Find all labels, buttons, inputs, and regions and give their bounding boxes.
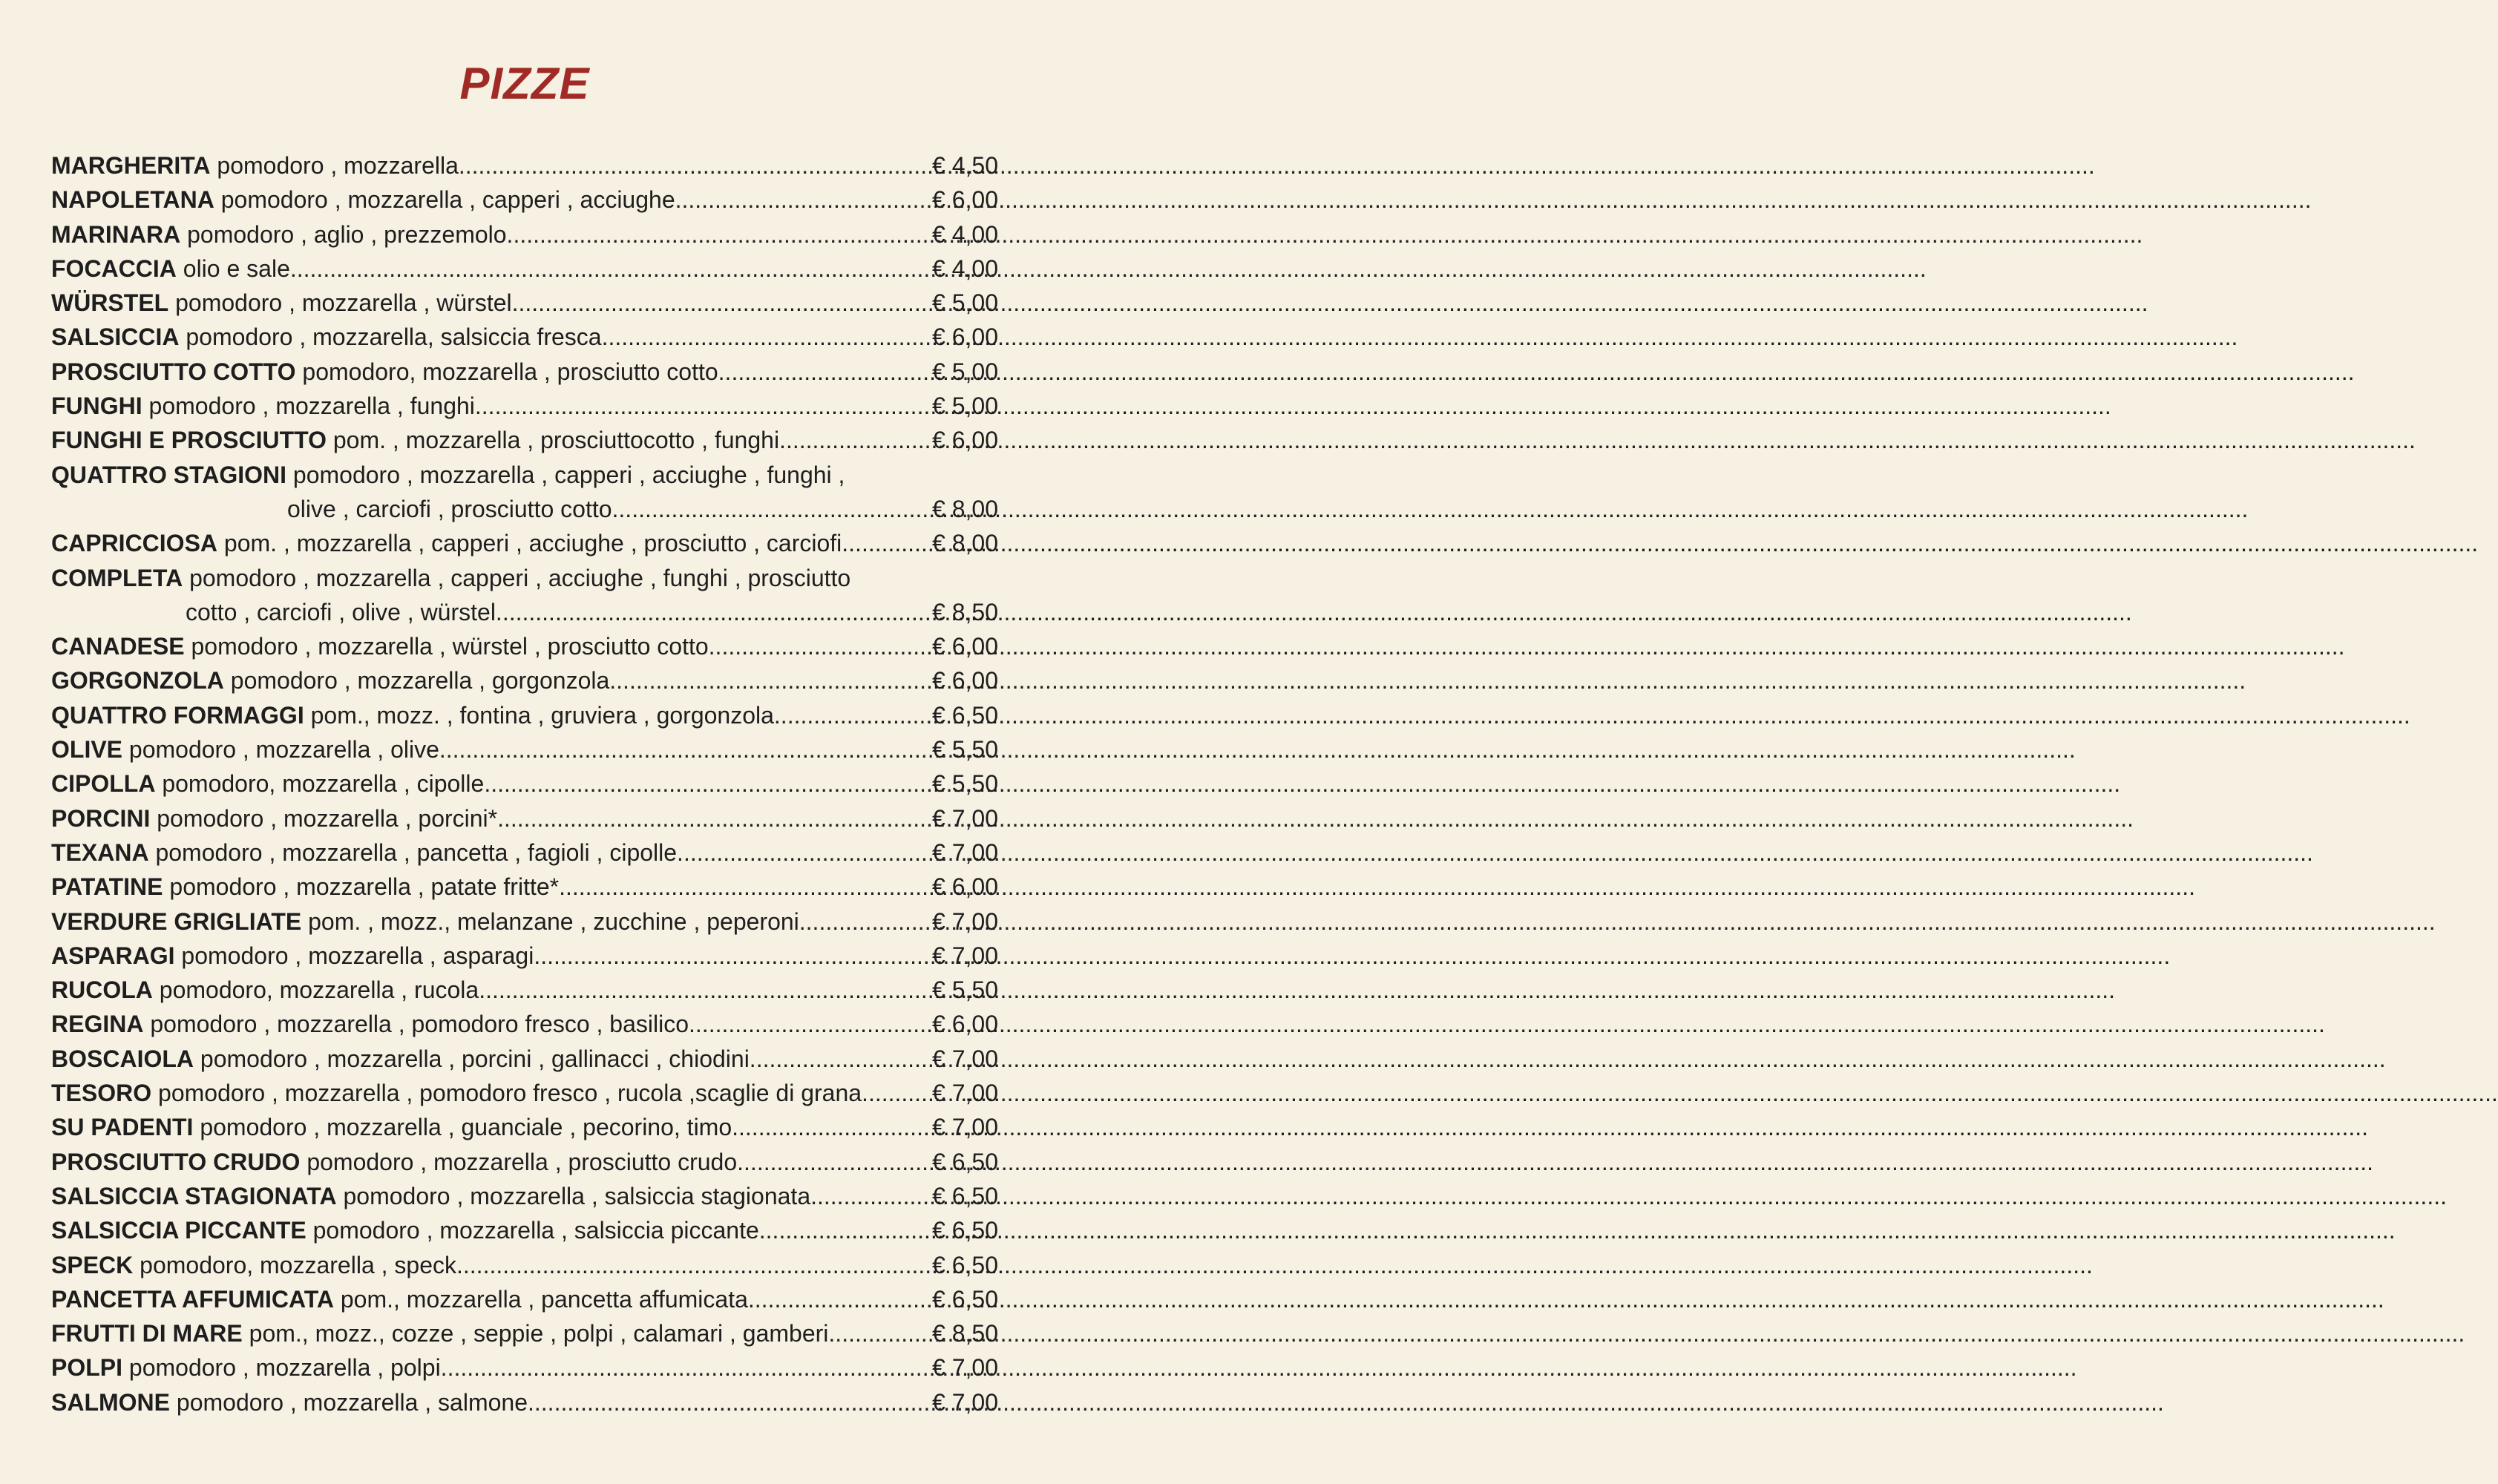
menu-item (51, 1110, 998, 1144)
menu-item-text (51, 355, 718, 389)
menu-item-desc: olio e sale (183, 255, 290, 282)
menu-item-price: € 4,00 (932, 220, 998, 248)
menu-item-name: GORGONZOLA (51, 667, 224, 695)
menu-item (51, 1007, 998, 1041)
menu-item-price: € 5,00 (932, 289, 998, 317)
menu-item-desc: pomodoro , mozzarella , pomodoro fresco , rucola ,scaglie di grana (158, 1080, 862, 1107)
menu-item-price: € 6,50 (932, 701, 998, 729)
menu-item-price: € 7,00 (932, 804, 998, 832)
menu-item (51, 355, 998, 389)
menu-item-name: SALMONE (51, 1388, 170, 1416)
leader-dots (602, 320, 928, 354)
pizza-menu-list (51, 148, 998, 1419)
menu-item-desc: pomodoro , mozzarella , olive (128, 736, 439, 764)
menu-item (51, 1179, 998, 1213)
leader-dots (609, 663, 928, 697)
leader-dots (732, 1110, 928, 1144)
page-title: PIZZE (459, 59, 590, 108)
menu-item-text (51, 1213, 759, 1247)
menu-item-name: WÜRSTEL (51, 289, 169, 317)
menu-item-desc: pom. , mozzarella , prosciuttocotto , funghi (332, 427, 780, 454)
menu-item-text (51, 1248, 456, 1282)
menu-item (51, 1076, 998, 1110)
menu-item-text (51, 320, 602, 354)
menu-item-text (51, 973, 479, 1007)
menu-item-price: € 7,00 (932, 1354, 998, 1382)
menu-item-name: SU PADENTI (51, 1114, 194, 1141)
menu-item (51, 1282, 998, 1316)
menu-item-desc: pomodoro , mozzarella , asparagi (181, 942, 534, 969)
menu-item-price: € 4,00 (932, 255, 998, 282)
menu-item (51, 1145, 998, 1179)
menu-item-desc: pomodoro , mozzarella , pomodoro fresco , basilico (150, 1011, 689, 1038)
leader-dots (456, 1248, 928, 1282)
menu-item-text (51, 1007, 689, 1041)
menu-item (51, 217, 998, 252)
menu-item (51, 663, 998, 697)
menu-item (51, 458, 998, 492)
leader-dots (528, 1385, 928, 1419)
menu-item-desc: pomodoro , mozzarella , salsiccia piccante (312, 1217, 759, 1244)
menu-item (51, 252, 998, 286)
menu-item-desc: pomodoro , mozzarella , funghi (148, 393, 475, 420)
menu-item (51, 561, 998, 595)
menu-item-desc: pomodoro , mozzarella , salsiccia stagionata (343, 1182, 811, 1209)
menu-item-desc: pomodoro , mozzarella , salmone (176, 1388, 528, 1416)
leader-dots (748, 1282, 928, 1316)
menu-item-desc: pomodoro , aglio , prezzemolo (187, 220, 507, 248)
menu-item-name: TESORO (51, 1080, 152, 1107)
menu-item-text (51, 904, 799, 939)
menu-item-text (51, 766, 484, 801)
menu-item-text (51, 1282, 748, 1316)
menu-item-name: ASPARAGI (51, 942, 175, 969)
menu-item-desc: pomodoro , mozzarella , capperi , acciughe , funghi , (292, 461, 845, 488)
menu-item-desc: pom., mozzarella , pancetta affumicata (340, 1285, 748, 1313)
leader-dots (759, 1213, 928, 1247)
menu-item-price: € 7,00 (932, 1045, 998, 1072)
menu-item-name: SPECK (51, 1251, 134, 1278)
menu-item-price: € 6,50 (932, 1285, 998, 1313)
menu-item-name: PANCETTA AFFUMICATA (51, 1285, 334, 1313)
menu-item-text (51, 835, 677, 870)
menu-item (51, 286, 998, 320)
leader-dots (484, 766, 928, 801)
menu-item-name: BOSCAIOLA (51, 1045, 194, 1072)
menu-item-name: FUNGHI E PROSCIUTTO (51, 427, 327, 454)
menu-item-name: POLPI (51, 1354, 123, 1382)
menu-item-price: € 7,00 (932, 1388, 998, 1416)
menu-item-name: OLIVE (51, 736, 123, 764)
leader-dots (862, 1076, 928, 1110)
menu-item (51, 939, 998, 973)
menu-item-desc: pomodoro, mozzarella , prosciutto cotto (302, 358, 718, 385)
menu-item-desc: pomodoro , mozzarella , gorgonzola (230, 667, 610, 695)
menu-item-price: € 8,00 (932, 495, 998, 522)
leader-dots (497, 801, 928, 835)
menu-item (51, 1350, 998, 1385)
menu-item-text (51, 1145, 737, 1179)
menu-item (51, 1248, 998, 1282)
menu-item-price: € 6,00 (932, 186, 998, 214)
leader-dots (612, 492, 928, 526)
menu-item-text (51, 1110, 732, 1144)
menu-item-text (51, 939, 534, 973)
menu-item-price: € 6,00 (932, 633, 998, 660)
leader-dots (441, 1350, 928, 1385)
menu-item-desc: pomodoro , mozzarella , capperi , acciughe , funghi , prosciutto (189, 564, 851, 591)
menu-item (51, 835, 998, 870)
menu-item-desc: pomodoro , mozzarella , patate fritte* (169, 873, 560, 901)
menu-item-text (51, 629, 709, 663)
menu-item-desc: pomodoro , mozzarella , würstel (175, 289, 512, 317)
menu-item (51, 1385, 998, 1419)
menu-item-name: RUCOLA (51, 976, 153, 1004)
menu-item-desc: pomodoro, mozzarella , cipolle (162, 770, 485, 798)
menu-item-desc: pom., mozz. , fontina , gruviera , gorgonzola (310, 701, 774, 729)
menu-item-text (51, 732, 439, 766)
menu-item-text (51, 526, 842, 560)
menu-item-text (51, 1179, 810, 1213)
menu-item (51, 1316, 998, 1350)
menu-item-price: € 5,50 (932, 976, 998, 1004)
leader-dots (828, 1316, 928, 1350)
menu-item-continuation (51, 492, 998, 526)
menu-item-price: € 6,50 (932, 1182, 998, 1209)
leader-dots (290, 252, 928, 286)
menu-item (51, 148, 998, 183)
menu-item-desc: pomodoro , mozzarella , polpi (128, 1354, 441, 1382)
leader-dots (842, 526, 928, 560)
menu-item-text (51, 458, 845, 492)
menu-item-name: COMPLETA (51, 564, 183, 591)
menu-item-price: € 5,50 (932, 770, 998, 798)
menu-item-text (51, 1316, 828, 1350)
menu-item-name: CIPOLLA (51, 770, 156, 798)
menu-item-text (51, 217, 507, 252)
menu-item-text (51, 561, 850, 595)
menu-item-desc-cont: olive , carciofi , prosciutto cotto (287, 495, 612, 522)
menu-item-desc-cont: cotto , carciofi , olive , würstel (186, 598, 496, 626)
menu-item-price: € 4,50 (932, 152, 998, 179)
leader-dots (774, 698, 928, 732)
menu-item-price: € 6,50 (932, 1148, 998, 1175)
menu-item-desc: pomodoro , mozzarella , guanciale , pecorino, timo (200, 1114, 732, 1141)
menu-item-name: CANADESE (51, 633, 185, 660)
menu-item-name: FRUTTI DI MARE (51, 1320, 243, 1347)
menu-item-name: REGINA (51, 1011, 144, 1038)
menu-item-name: MARINARA (51, 220, 181, 248)
menu-item-name: CAPRICCIOSA (51, 530, 218, 557)
menu-item-price: € 8,50 (932, 598, 998, 626)
menu-item-text (51, 801, 497, 835)
leader-dots (675, 183, 928, 217)
menu-item-price: € 5,00 (932, 393, 998, 420)
menu-item-price: € 7,00 (932, 838, 998, 866)
menu-item-text (51, 1076, 862, 1110)
menu-item-desc: pomodoro , mozzarella , porcini* (157, 804, 498, 832)
menu-item (51, 629, 998, 663)
leader-dots (799, 904, 928, 939)
menu-item-price: € 6,00 (932, 873, 998, 901)
menu-item-text (51, 1350, 441, 1385)
menu-item-price: € 6,00 (932, 324, 998, 351)
menu-item-text (51, 148, 459, 183)
leader-dots (689, 1007, 928, 1041)
menu-item-price: € 7,00 (932, 1114, 998, 1141)
menu-item-name: PROSCIUTTO COTTO (51, 358, 296, 385)
menu-item-name: TEXANA (51, 838, 149, 866)
leader-dots (709, 629, 928, 663)
menu-item-price: € 5,50 (932, 736, 998, 764)
menu-item-name: PATATINE (51, 873, 163, 901)
leader-dots (677, 835, 928, 870)
leader-dots (534, 939, 928, 973)
menu-item-price: € 6,50 (932, 1251, 998, 1278)
menu-item-name: FUNGHI (51, 393, 142, 420)
menu-item (51, 423, 998, 457)
leader-dots (439, 732, 928, 766)
leader-dots (512, 286, 928, 320)
menu-item-desc: pomodoro , mozzarella , capperi , acciughe (220, 186, 675, 214)
menu-item-desc: pomodoro, mozzarella , rucola (159, 976, 479, 1004)
menu-item (51, 1042, 998, 1076)
menu-item-text (51, 183, 675, 217)
leader-dots (779, 423, 928, 457)
menu-item (51, 389, 998, 423)
menu-item-price: € 6,00 (932, 1011, 998, 1038)
menu-item-price: € 7,00 (932, 1080, 998, 1107)
menu-item-name: NAPOLETANA (51, 186, 214, 214)
menu-item-name: PORCINI (51, 804, 151, 832)
menu-item-desc: pomodoro , mozzarella , prosciutto crudo (306, 1148, 738, 1175)
menu-item-desc: pomodoro , mozzarella , pancetta , fagioli , cipolle (155, 838, 678, 866)
menu-item-desc: pom. , mozz., melanzane , zucchine , peperoni (308, 907, 799, 935)
menu-item-text (51, 286, 512, 320)
menu-item-desc: pomodoro, mozzarella , speck (140, 1251, 456, 1278)
menu-item (51, 732, 998, 766)
menu-item-text (51, 252, 290, 286)
menu-item-name: SALSICCIA (51, 324, 180, 351)
menu-item-price: € 8,50 (932, 1320, 998, 1347)
menu-item-price: € 6,50 (932, 1217, 998, 1244)
menu-item-desc: pom., mozz., cozze , seppie , polpi , calamari , gamberi (249, 1320, 829, 1347)
leader-dots (737, 1145, 928, 1179)
leader-dots (718, 355, 928, 389)
menu-item (51, 698, 998, 732)
menu-item-desc: pomodoro , mozzarella , würstel , prosciutto cotto (191, 633, 709, 660)
menu-item (51, 526, 998, 560)
menu-item-text (51, 423, 779, 457)
menu-item-price: € 7,00 (932, 942, 998, 969)
leader-dots (479, 973, 928, 1007)
menu-item-price: € 6,00 (932, 427, 998, 454)
menu-item-text (51, 389, 475, 423)
menu-item (51, 320, 998, 354)
menu-item-name: QUATTRO STAGIONI (51, 461, 287, 488)
menu-item (51, 870, 998, 904)
menu-item-price: € 8,00 (932, 530, 998, 557)
menu-item-continuation (51, 595, 998, 629)
menu-item-name: SALSICCIA STAGIONATA (51, 1182, 337, 1209)
menu-item-price: € 6,00 (932, 667, 998, 695)
leader-dots (507, 217, 928, 252)
menu-item-name: FOCACCIA (51, 255, 177, 282)
leader-dots (496, 595, 928, 629)
menu-item-name: SALSICCIA PICCANTE (51, 1217, 306, 1244)
menu-item-name: QUATTRO FORMAGGI (51, 701, 304, 729)
menu-item-name: VERDURE GRIGLIATE (51, 907, 302, 935)
menu-item-desc: pomodoro , mozzarella , porcini , gallinacci , chiodini (200, 1045, 750, 1072)
menu-item (51, 973, 998, 1007)
menu-item-text (51, 698, 774, 732)
menu-item (51, 1213, 998, 1247)
menu-item-name: MARGHERITA (51, 152, 211, 179)
menu-item-desc: pom. , mozzarella , capperi , acciughe , prosciutto , carciofi (223, 530, 842, 557)
menu-item (51, 801, 998, 835)
menu-item (51, 766, 998, 801)
menu-item-text (51, 1042, 750, 1076)
leader-dots (559, 870, 928, 904)
menu-item-text (51, 663, 609, 697)
menu-item-text (51, 1385, 528, 1419)
menu-item (51, 904, 998, 939)
menu-item-desc: pomodoro , mozzarella (217, 152, 459, 179)
menu-item-name: PROSCIUTTO CRUDO (51, 1148, 301, 1175)
leader-dots (810, 1179, 928, 1213)
menu-item-price: € 5,00 (932, 358, 998, 385)
menu-item-desc: pomodoro , mozzarella, salsiccia fresca (186, 324, 602, 351)
menu-item (51, 183, 998, 217)
leader-dots (750, 1042, 928, 1076)
menu-item-price: € 7,00 (932, 907, 998, 935)
leader-dots (459, 148, 928, 183)
menu-item-text (51, 870, 559, 904)
leader-dots (475, 389, 928, 423)
